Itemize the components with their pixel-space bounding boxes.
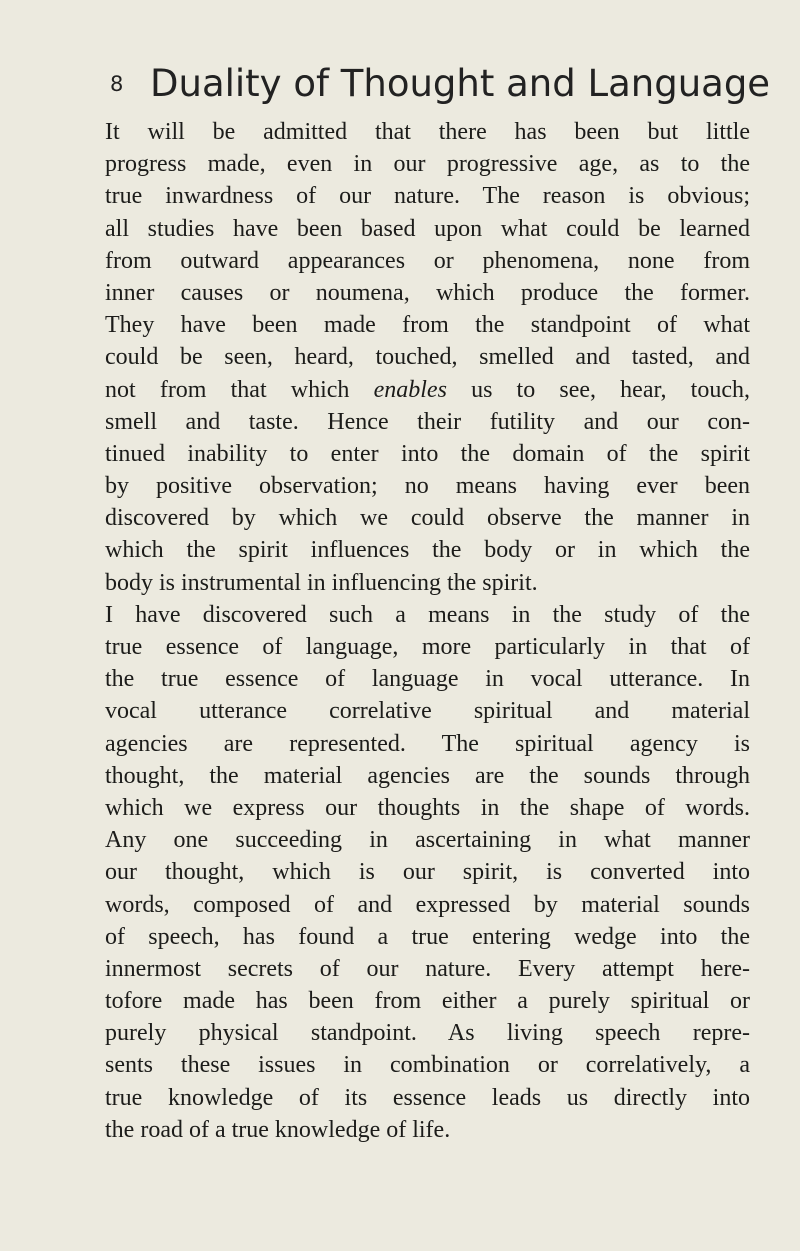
text-line: purely physical standpoint. As living speech repre-: [105, 1020, 750, 1047]
text-line: innermost secrets of our nature. Every attempt here-: [105, 955, 750, 982]
text-line: true essence of language, more particularly in that of: [105, 634, 750, 660]
text-line: tofore made has been from either a purely spiritual or: [105, 988, 750, 1015]
text-line: agencies are represented. The spiritual agency is: [105, 730, 750, 757]
text-line: which we express our thoughts in the shape of words.: [105, 794, 750, 821]
text-line: sents these issues in combination or correlatively, a: [105, 1052, 750, 1079]
text-line: thought, the material agencies are the sounds through: [105, 762, 750, 789]
text-line-paragraph-end: body is instrumental in influencing the spirit.: [105, 569, 538, 596]
text-line: true knowledge of its essence leads us directly into: [105, 1084, 750, 1111]
text-line: words, composed of and expressed by material sounds: [105, 891, 750, 918]
text-line: They have been made from the standpoint of what: [105, 312, 750, 339]
text-line-with-italic: [105, 374, 750, 406]
text-line: by positive observation; no means having ever been: [105, 473, 750, 500]
text-line: tinued inability to enter into the domain of the spirit: [105, 440, 750, 467]
text-line: all studies have been based upon what could be learned: [105, 215, 750, 242]
text-line-paragraph-end: the road of a true knowledge of life.: [105, 1116, 451, 1143]
text-line: discovered by which we could observe the manner in: [105, 505, 750, 532]
text-line: which the spirit influences the body or in which the: [105, 537, 750, 564]
text-fragment: us to see, hear, touch,: [446, 376, 750, 403]
body-text: [105, 116, 750, 1146]
text-line: It will be admitted that there has been but little: [105, 119, 750, 145]
page-number: 8: [110, 72, 124, 96]
text-line: Any one succeeding in ascertaining in what manner: [105, 827, 750, 854]
text-line: inner causes or noumena, which produce the former.: [105, 279, 750, 306]
italic-word: enables: [373, 376, 447, 403]
text-line: I have discovered such a means in the study of the: [105, 601, 750, 628]
text-line: from outward appearances or phenomena, none from: [105, 247, 750, 274]
page-header: [110, 58, 771, 110]
text-line: progress made, even in our progressive age, as to the: [105, 151, 750, 178]
text-line: true inwardness of our nature. The reason is obvious;: [105, 183, 750, 210]
text-line: smell and taste. Hence their futility and our con-: [105, 408, 750, 435]
text-line: the true essence of language in vocal utterance. In: [105, 666, 750, 693]
text-fragment: not from that which: [105, 376, 374, 403]
text-line: of speech, has found a true entering wedge into the: [105, 923, 750, 950]
text-line: vocal utterance correlative spiritual and material: [105, 698, 750, 725]
text-line: could be seen, heard, touched, smelled and tasted, and: [105, 344, 750, 371]
text-line: our thought, which is our spirit, is converted into: [105, 859, 750, 886]
running-title: Duality of Thought and Language: [150, 62, 771, 105]
